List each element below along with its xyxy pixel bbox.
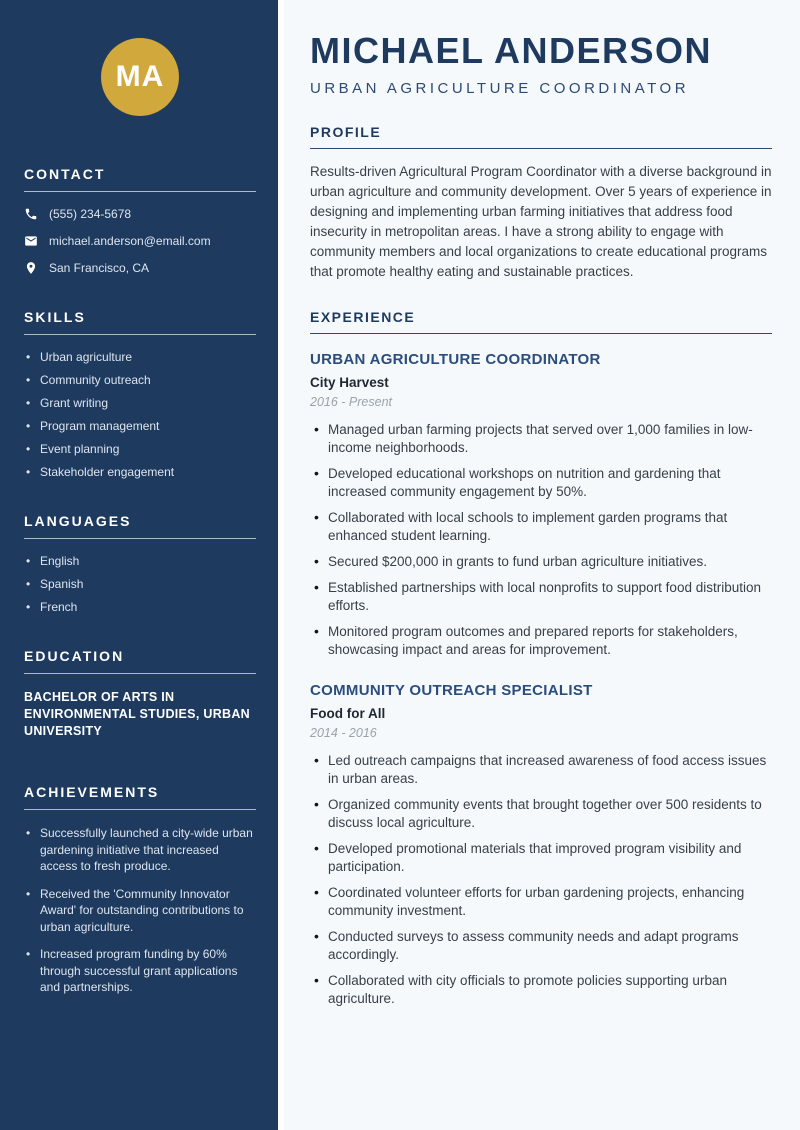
phone-icon (24, 207, 38, 221)
language-item: • English (24, 554, 256, 568)
candidate-name: MICHAEL ANDERSON (310, 30, 713, 71)
job-bullet-item: • Conducted surveys to assess community needs and adapt programs accordingly. (310, 928, 772, 964)
job-bullet-item: • Coordinated volunteer efforts for urban gardening projects, enhancing community investment. (310, 884, 772, 920)
languages-list (24, 554, 256, 614)
experience-section (310, 309, 772, 1008)
contact-email-text: michael.anderson@email.com (49, 234, 211, 248)
contact-location-row (24, 261, 256, 275)
avatar (101, 38, 179, 116)
job-bullet-item: • Developed educational workshops on nutrition and gardening that increased community engagement by 50%. (310, 465, 772, 501)
languages-heading: LANGUAGES (24, 513, 256, 539)
email-icon (24, 234, 38, 248)
sidebar-section-achievements (24, 784, 256, 996)
education-degree: BACHELOR OF ARTS IN ENVIRONMENTAL STUDIES, URBAN UNIVERSITY (24, 690, 251, 738)
job-bullet-item: • Collaborated with city officials to promote policies supporting urban agriculture. (310, 972, 772, 1008)
candidate-title: URBAN AGRICULTURE COORDINATOR (310, 80, 690, 98)
skills-list (24, 350, 256, 479)
sidebar (0, 0, 278, 1130)
job-bullet-item: • Organized community events that brought together over 500 residents to discuss local agriculture. (310, 796, 772, 832)
job-dates: 2014 - 2016 (310, 726, 377, 741)
main-content (278, 0, 800, 1130)
job-bullets (310, 421, 772, 659)
job-dates: 2016 - Present (310, 395, 392, 410)
job-entry (310, 682, 772, 1008)
achievement-item: • Received the 'Community Innovator Award' for outstanding contributions to urban agriculture. (24, 886, 256, 936)
location-pin-icon (24, 261, 38, 275)
skill-item: • Event planning (24, 442, 256, 456)
job-bullet-item: • Established partnerships with local nonprofits to support food distribution efforts. (310, 579, 772, 615)
contact-email-row (24, 234, 256, 248)
sidebar-section-skills (24, 309, 256, 479)
contact-phone-text: (555) 234-5678 (49, 207, 132, 221)
sidebar-section-languages (24, 513, 256, 614)
profile-heading: PROFILE (310, 124, 772, 149)
achievement-item: • Successfully launched a city-wide urban gardening initiative that increased access to fresh produce. (24, 825, 256, 875)
experience-heading: EXPERIENCE (310, 309, 772, 334)
job-bullet-item: • Secured $200,000 in grants to fund urban agriculture initiatives. (310, 553, 772, 571)
job-bullet-item: • Collaborated with local schools to implement garden programs that enhanced student learning. (310, 509, 772, 545)
skill-item: • Urban agriculture (24, 350, 256, 364)
job-bullet-item: • Monitored program outcomes and prepared reports for stakeholders, showcasing impact and areas for improvement. (310, 623, 772, 659)
sidebar-section-education (24, 648, 256, 740)
skill-item: • Stakeholder engagement (24, 465, 256, 479)
skill-item: • Grant writing (24, 396, 256, 410)
job-company: City Harvest (310, 375, 389, 391)
job-bullet-item: • Managed urban farming projects that served over 1,000 families in low-income neighborhoods. (310, 421, 772, 457)
skills-heading: SKILLS (24, 309, 256, 335)
profile-text: Results-driven Agricultural Program Coordinator with a diverse background in urban agriculture and community development. Over 5 years of experience in designing and implementing urban farming initiatives that address food insecurity in metropolitan areas. I have a strong ability to engage with community members and local organizations to create educational programs that promote healthy eating and sustainable practices. (310, 164, 772, 280)
language-item: • Spanish (24, 577, 256, 591)
job-entry (310, 351, 772, 659)
job-bullets (310, 752, 772, 1008)
sidebar-section-contact (24, 166, 256, 275)
achievements-heading: ACHIEVEMENTS (24, 784, 256, 810)
profile-section (310, 124, 772, 282)
achievements-list (24, 825, 256, 996)
job-bullet-item: • Led outreach campaigns that increased awareness of food access issues in urban areas. (310, 752, 772, 788)
contact-phone-row (24, 207, 256, 221)
job-role: URBAN AGRICULTURE COORDINATOR (310, 351, 601, 369)
job-role: COMMUNITY OUTREACH SPECIALIST (310, 682, 593, 700)
contact-location-text: San Francisco, CA (49, 261, 150, 275)
skill-item: • Program management (24, 419, 256, 433)
skill-item: • Community outreach (24, 373, 256, 387)
avatar-initials: MA (115, 60, 165, 93)
achievement-item: • Increased program funding by 60% through successful grant applications and partnerships. (24, 946, 256, 996)
job-company: Food for All (310, 706, 386, 722)
contact-heading: CONTACT (24, 166, 256, 192)
education-heading: EDUCATION (24, 648, 256, 674)
language-item: • French (24, 600, 256, 614)
job-bullet-item: • Developed promotional materials that improved program visibility and participation. (310, 840, 772, 876)
